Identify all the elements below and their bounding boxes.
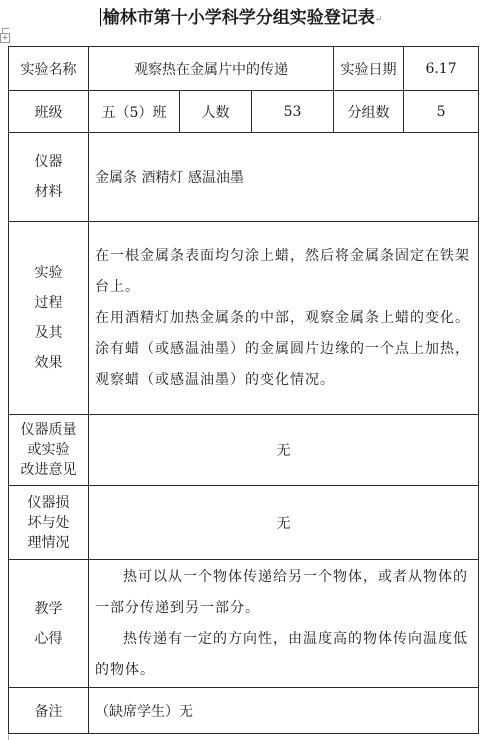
remarks-label: 备注	[9, 688, 89, 734]
equipment-label-line: 材料	[34, 184, 63, 200]
class-value[interactable]: 五（5）班	[89, 91, 180, 133]
process-paragraph: 在用酒精灯加热金属条的中部，观察金属条上蜡的变化。	[95, 309, 470, 326]
quality-value[interactable]: 无	[89, 415, 479, 486]
experiment-name-label: 实验名称	[9, 47, 89, 91]
reflection-label-line: 教学	[34, 600, 63, 617]
row-process	[9, 222, 479, 415]
process-label	[9, 222, 89, 415]
quality-label-line: 改进意见	[20, 462, 77, 478]
groups-label: 分组数	[334, 91, 404, 133]
reflection-label-line: 心得	[34, 630, 63, 647]
people-value[interactable]: 53	[252, 91, 334, 133]
damage-value[interactable]: 无	[89, 486, 479, 560]
equipment-label	[9, 133, 89, 222]
reflection-label	[9, 560, 89, 688]
process-label-line: 及其	[34, 325, 63, 341]
experiment-name-value[interactable]: 观察热在金属片中的传递	[89, 47, 334, 91]
row-reflection	[9, 560, 479, 688]
quality-label-line: 仪器质量	[20, 422, 77, 438]
row-remarks	[9, 688, 479, 734]
people-label: 人数	[180, 91, 252, 133]
groups-value[interactable]: 5	[404, 91, 479, 133]
reflection-paragraph: 热传递有一定的方向性，由温度高的物体传向温度低的物体。	[95, 630, 468, 678]
quality-label-line: 或实验	[27, 442, 70, 458]
process-label-line: 实验	[34, 265, 63, 281]
damage-label-line: 仪器损	[27, 494, 70, 511]
process-label-line: 过程	[34, 295, 63, 311]
title-text: 榆林市第十小学科学分组实验登记表	[102, 8, 375, 28]
page-bottom-guide	[8, 735, 479, 740]
registration-table	[8, 46, 479, 734]
text-cursor	[100, 8, 101, 26]
damage-label-line: 理情况	[27, 534, 70, 551]
table-move-handle-icon[interactable]: +	[1, 33, 9, 42]
paragraph-mark-icon: ↵	[374, 15, 383, 25]
row-experiment-name	[9, 47, 479, 91]
remarks-value[interactable]: （缺席学生）无	[89, 688, 479, 734]
row-quality	[9, 415, 479, 486]
experiment-date-label: 实验日期	[334, 47, 404, 91]
damage-label	[9, 486, 89, 560]
equipment-label-line: 仪器	[34, 154, 63, 170]
row-damage	[9, 486, 479, 560]
damage-label-line: 坏与处	[27, 514, 70, 531]
process-value[interactable]	[89, 222, 479, 415]
quality-label	[9, 415, 89, 486]
equipment-value[interactable]: 金属条 酒精灯 感温油墨	[89, 133, 479, 222]
process-label-line: 效果	[34, 355, 63, 371]
page-title	[0, 6, 482, 32]
reflection-value[interactable]	[89, 560, 479, 688]
experiment-date-value[interactable]: 6.17	[404, 47, 479, 91]
row-class-info	[9, 91, 479, 133]
row-equipment	[9, 133, 479, 222]
reflection-paragraph: 热可以从一个物体传递给另一个物体，或者从物体的一部分传递到另一部分。	[95, 568, 468, 616]
class-label: 班级	[9, 91, 89, 133]
process-paragraph: 在一根金属条表面均匀涂上蜡，然后将金属条固定在铁架台上。	[95, 247, 470, 295]
process-paragraph: 涂有蜡（或感温油墨）的金属圆片边缘的一个点上加热，观察蜡（或感温油墨）的变化情况。	[95, 340, 470, 388]
